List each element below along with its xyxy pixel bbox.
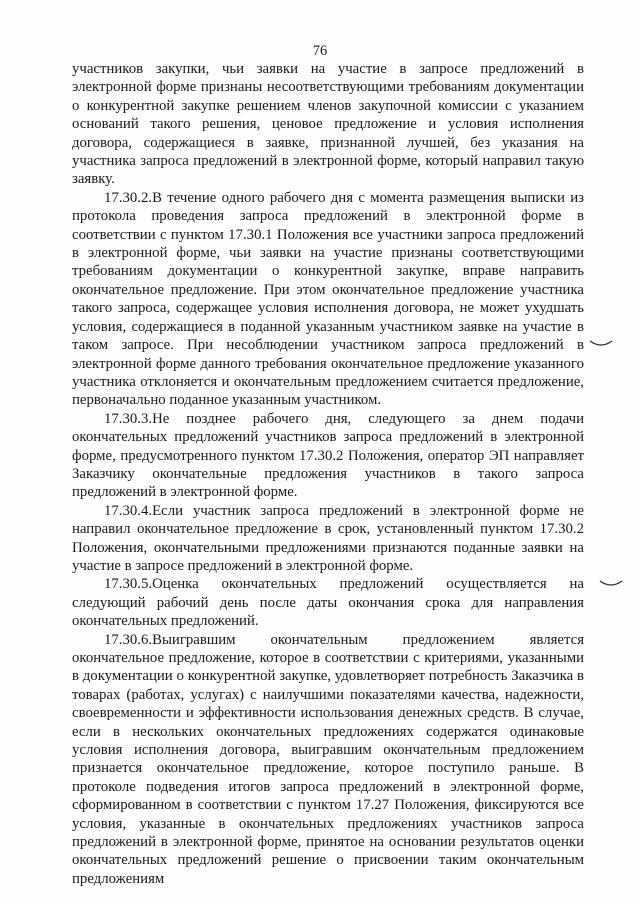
margin-mark-icon — [598, 578, 624, 588]
paragraph-continuation: участников закупки, чьи заявки на участие в запросе предложений в электронной форме признаны несоответствующими требованиям документации о конкурентной закупке решением членов закупочной комиссии с указанием оснований такого решения, ценовое предложение и условия исполнения договора, содержащиеся в заявке, признанной лучшей, без указания на участника запроса предложений в электронной форме, который направил такую заявку. — [72, 61, 584, 188]
paragraph-17-30-6: 17.30.6.Выигравшим окончательным предложением является окончательное предложение, которое в соответствии с критериями, указанными в документации о конкурентной закупке, удовлетворяет потребность Заказчика в товарах (работах, услугах) с наилучшими показателями качества, надежности, своевременности и эффективности использования денежных средств. В случае, если в нескольких окончательных предложениях содержатся одинаковые условия исполнения договора, выигравшим окончательным предложением признается окончательное предложение, которое поступило раньше. В протоколе подведения итогов запроса предложений в электронной форме, сформированном в соответствии с пунктом 17.27 Положения, фиксируются все условия, указанные в окончательных предложениях участников запроса предложений в электронной форме, принятое на основании результатов оценки окончательных предложений решение о присвоении таким окончательным предложениям — [72, 631, 584, 887]
paragraph-17-30-4: 17.30.4.Если участник запроса предложений в электронной форме не направил окончательное предложение в срок, установленный пунктом 17.30.2 Положения, окончательными предложениями признаются поданные заявки на участие в запросе предложений в электронной форме. — [72, 502, 584, 574]
page-body — [72, 60, 584, 888]
margin-mark-icon — [588, 338, 614, 348]
paragraph-17-30-3: 17.30.3.Не позднее рабочего дня, следующего за днем подачи окончательных предложений участников запроса предложений в электронной форме, предусмотренного пунктом 17.30.2 Положения, оператор ЭП направляет Заказчику окончательные предложения участников в такого запроса предложений в электронной форме. — [72, 410, 584, 501]
paragraph-17-30-5: 17.30.5.Оценка окончательных предложений осуществляется на следующий рабочий день после даты окончания срока для направления окончательных предложений. — [72, 576, 584, 630]
page-number: 76 — [312, 43, 328, 59]
paragraph-17-30-2: 17.30.2.В течение одного рабочего дня с момента размещения выписки из протокола проведения запроса предложений в электронной форме в соответствии с пунктом 17.30.1 Положения все участники запроса предложений в электронной форме, чьи заявки на участие признаны соответствующими требованиям документации о конкурентной закупке, вправе направить окончательное предложение. При этом окончательное предложение участника такого запроса, содержащее условия исполнения договора, не может ухудшать условия, содержащиеся в поданной указанным участником заявке на участие в таком запросе. При несоблюдении участником запроса предложений в электронной форме данного требования окончательное предложение указанного участника отклоняется и окончательным предложением считается предложение, первоначально поданное указанным участником. — [72, 189, 584, 409]
